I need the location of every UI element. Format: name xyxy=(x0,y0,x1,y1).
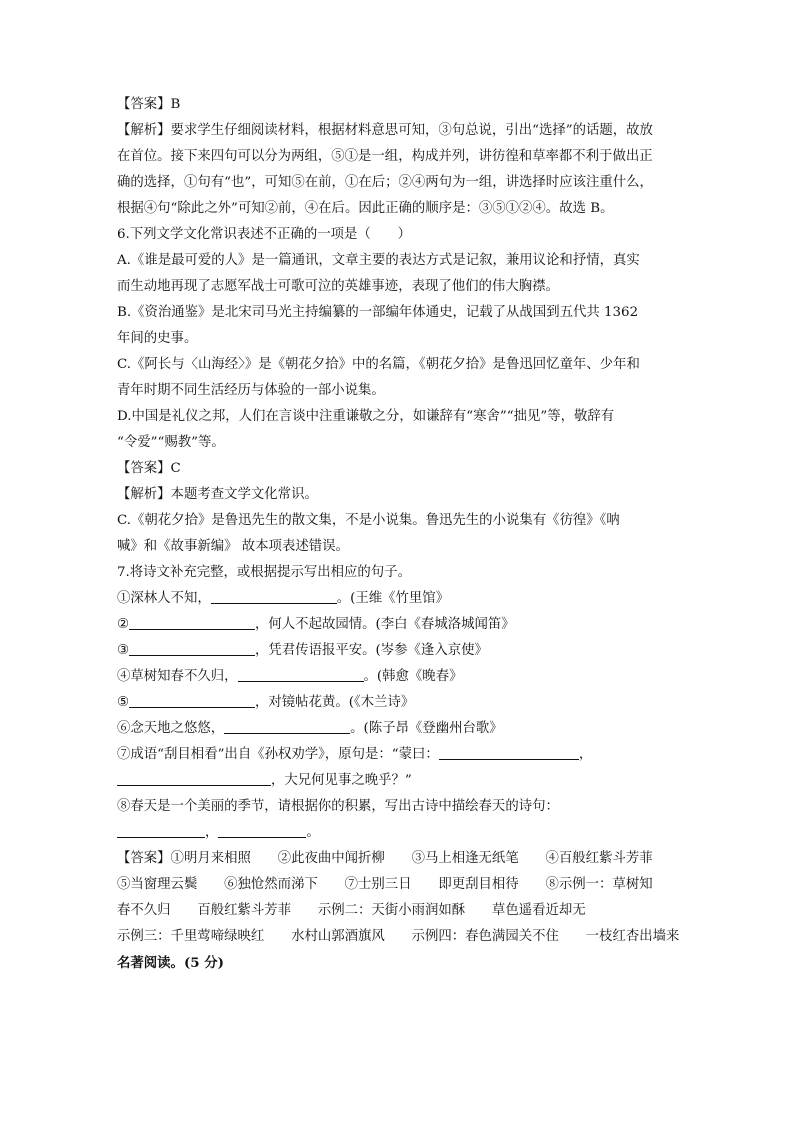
fill-item-4 xyxy=(117,664,685,690)
option-d-cont: “令爱”“赐教”等。 xyxy=(117,435,225,450)
option-a: A.《谁是最可爱的人》是一篇通讯，文章主要的表达方式是记叙，兼用议论和抒情，真实 xyxy=(117,253,640,268)
question-6: 6.下列文学文化常识表述不正确的一项是（ ） xyxy=(117,227,411,242)
answer-line: 示例三：千里莺啼绿映红 水村山郭酒旗风 示例四：春色满园关不住 一枝红杏出墙来 xyxy=(117,929,680,944)
fill-item-3 xyxy=(117,638,685,664)
question-7: 7.将诗文补充完整，或根据提示写出相应的句子。 xyxy=(117,565,411,580)
analysis-line: 在首位。接下来四句可以分为两组，⑤①是一组，构成并列，讲彷徨和草率都不利于做出正 xyxy=(117,149,653,164)
answer-blank[interactable] xyxy=(129,614,255,630)
fill-text: 。(王维《竹里馆》 xyxy=(336,591,450,606)
answer-blank[interactable] xyxy=(117,770,271,786)
fill-item-6 xyxy=(117,716,685,742)
section-heading: 名著阅读。(5 分) xyxy=(117,955,224,971)
answer-line: 【答案】①明月来相照 ②此夜曲中闻折柳 ③马上相逢无纸笔 ④百般红紫斗芳菲 xyxy=(117,851,653,866)
fill-item-8-cont xyxy=(117,820,685,846)
analysis-line: 喊》和《故事新编》 故本项表述错误。 xyxy=(117,539,349,554)
fill-text: ，对镜帖花黄。(《木兰诗》 xyxy=(255,695,415,710)
fill-text: ④草树知春不久归， xyxy=(117,669,238,684)
option-b: B.《资治通鉴》是北宋司马光主持编纂的一部编年体通史，记载了从战国到五代共 1362 xyxy=(117,305,639,320)
fill-text: ， xyxy=(205,825,219,840)
answer-blank[interactable] xyxy=(117,822,205,838)
fill-text: ①深林人不知， xyxy=(117,591,211,606)
analysis-line: 【解析】本题考查文学文化常识。 xyxy=(117,487,318,502)
fill-item-5 xyxy=(117,690,685,716)
option-c-cont: 青年时期不同生活经历与体验的一部小说集。 xyxy=(117,383,385,398)
fill-text: ③ xyxy=(117,643,130,658)
fill-item-1 xyxy=(117,586,685,612)
fill-item-8 xyxy=(117,794,685,820)
fill-text: ⑦成语“刮目相看”出自《孙权劝学》，原句是：“蒙曰： xyxy=(117,747,439,762)
answer-blank[interactable] xyxy=(211,588,337,604)
fill-text: ⑧春天是一个美丽的季节，请根据你的积累，写出古诗中描绘春天的诗句： xyxy=(117,799,559,814)
analysis-line: 【解析】要求学生仔细阅读材料，根据材料意思可知，③句总说，引出“选择”的话题，故放 xyxy=(117,123,653,138)
fill-text: ② xyxy=(117,617,130,632)
fill-item-7-cont xyxy=(117,768,685,794)
fill-text: ，大兄何见事之晚乎？” xyxy=(271,773,412,788)
analysis-line: C.《朝花夕拾》是鲁迅先生的散文集，不是小说集。鲁迅先生的小说集有《彷徨》《呐 xyxy=(117,513,620,528)
option-a-cont: 而生动地再现了志愿军战士可歌可泣的英雄事迹，表现了他们的伟大胸襟。 xyxy=(117,279,559,294)
option-c: C.《阿长与〈山海经〉》是《朝花夕拾》中的名篇，《朝花夕拾》是鲁迅回忆童年、少年和 xyxy=(117,357,640,372)
fill-text: ，凭君传语报平安。(岑参《逢入京使》 xyxy=(255,643,488,658)
answer-blank[interactable] xyxy=(439,744,579,760)
analysis-line: 根据④句“除此之外”可知②前，④在后。因此正确的顺序是：③⑤①②④。故选 B。 xyxy=(117,201,614,216)
fill-text: 。(韩愈《晚春》 xyxy=(363,669,463,684)
fill-text: ， xyxy=(578,747,593,762)
answer-line: ⑤当窗理云鬓 ⑥独怆然而涕下 ⑦士别三日 即更刮目相待 ⑧示例一：草树知 xyxy=(117,877,653,892)
fill-text: ⑤ xyxy=(117,695,130,710)
fill-item-7 xyxy=(117,742,685,768)
answer-line: 春不久归 百般红紫斗芳菲 示例二：天街小雨润如酥 草色遥看近却无 xyxy=(117,903,586,918)
answer-label: 【答案】B xyxy=(117,97,181,112)
fill-item-2 xyxy=(117,612,685,638)
answer-blank[interactable] xyxy=(218,822,306,838)
answer-blank[interactable] xyxy=(129,640,255,656)
answer-blank[interactable] xyxy=(238,666,364,682)
analysis-line: 确的选择，①句有“也”，可知⑤在前，①在后；②④两句为一组，讲选择时应该注重什么， xyxy=(117,175,653,190)
fill-text: 。(陈子昂《登幽州台歌》 xyxy=(350,721,503,736)
fill-text: ⑥念天地之悠悠， xyxy=(117,721,225,736)
fill-text: ，何人不起故园情。(李白《春城洛城闻笛》 xyxy=(255,617,515,632)
document-page xyxy=(117,92,685,976)
fill-text: 。 xyxy=(306,825,320,840)
option-b-cont: 年间的史事。 xyxy=(117,331,198,346)
answer-blank[interactable] xyxy=(129,692,255,708)
option-d: D.中国是礼仪之邦，人们在言谈中注重谦敬之分，如谦辞有“寒舍”“拙见”等，敬辞有 xyxy=(117,409,615,424)
answer-blank[interactable] xyxy=(224,718,350,734)
answer-label: 【答案】C xyxy=(117,461,181,476)
